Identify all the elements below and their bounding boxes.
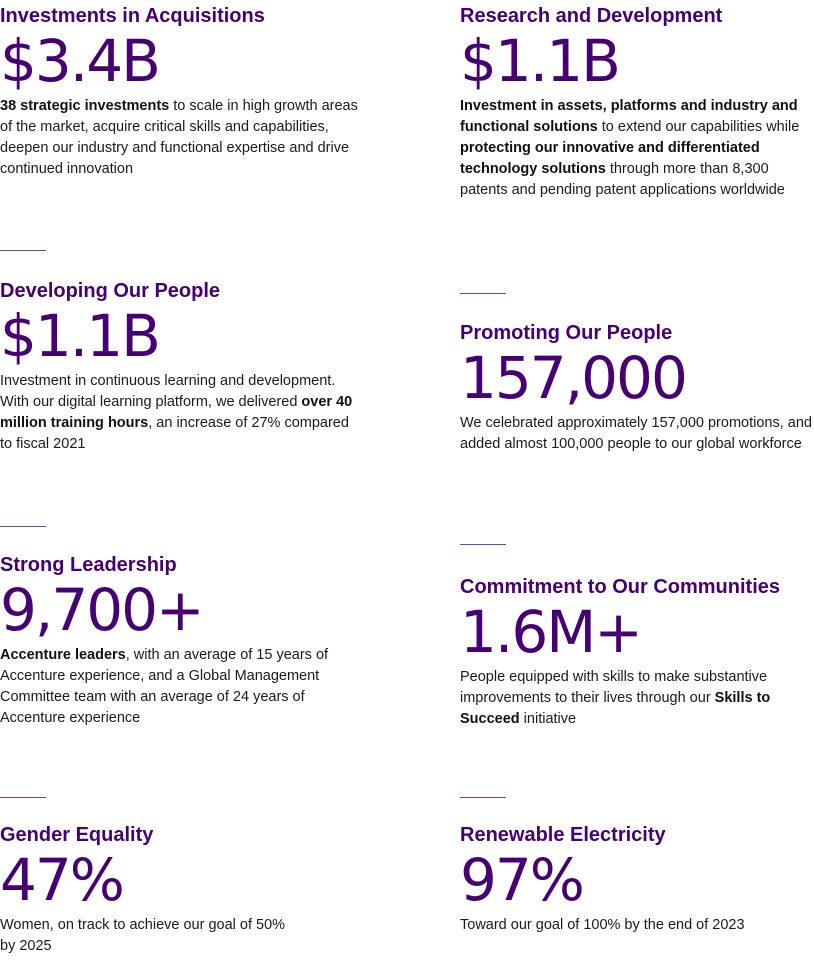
metric-heading: Commitment to Our Communities xyxy=(460,576,781,598)
section-divider xyxy=(0,526,46,527)
metric-value: $3.4B xyxy=(0,27,159,95)
section-divider xyxy=(460,293,506,294)
metric-description: Accenture leaders, with an average of 15 years of Accenture experience, and a Global Management Committee team with an average of 24 years of Accenture experience xyxy=(0,647,329,726)
metric-heading: Developing Our People xyxy=(0,280,221,302)
metric-heading: Gender Equality xyxy=(0,824,154,846)
metric-description: Investment in continuous learning and development. With our digital learning platform, we delivered over 40 million training hours, an increase of 27% compared to fiscal 2021 xyxy=(0,373,353,452)
metric-description: Toward our goal of 100% by the end of 2023 xyxy=(460,917,745,933)
metric-promoting-people xyxy=(460,321,814,455)
metric-value: 1.6M+ xyxy=(460,598,641,666)
section-divider xyxy=(0,250,46,251)
metric-value: $1.1B xyxy=(0,302,159,370)
metric-heading: Renewable Electricity xyxy=(460,824,666,846)
metric-description: Women, on track to achieve our goal of 50% by 2025 xyxy=(0,917,286,954)
metric-value: 97% xyxy=(460,846,583,914)
metric-heading: Research and Development xyxy=(460,5,723,27)
metric-gender-equality xyxy=(0,823,360,957)
metric-description: We celebrated approximately 157,000 promotions, and added almost 100,000 people to our global workforce xyxy=(460,415,812,452)
section-divider xyxy=(460,797,506,798)
metric-value: $1.1B xyxy=(460,27,619,95)
metric-heading: Promoting Our People xyxy=(460,322,673,344)
section-divider xyxy=(0,797,46,798)
metric-research-development xyxy=(460,4,814,201)
metric-description: People equipped with skills to make substantive improvements to their lives through our Skills to Succeed initiative xyxy=(460,669,771,727)
metric-leadership xyxy=(0,553,360,729)
metric-value: 157,000 xyxy=(460,344,686,412)
metric-developing-people xyxy=(0,279,360,455)
metric-heading: Investments in Acquisitions xyxy=(0,5,265,27)
metric-value: 9,700+ xyxy=(0,576,203,644)
metric-renewable-electricity xyxy=(460,823,814,936)
metric-value: 47% xyxy=(0,846,123,914)
section-divider xyxy=(460,544,506,545)
metric-description: 38 strategic investments to scale in high growth areas of the market, acquire critical skills and capabilities, deepen our industry and functional expertise and drive continued innovation xyxy=(0,98,358,177)
metric-heading: Strong Leadership xyxy=(0,554,177,576)
metric-acquisitions xyxy=(0,4,360,180)
metric-description: Investment in assets, platforms and industry and functional solutions to extend our capabilities while protecting our innovative and differentiated technology solutions through more than 8,300 patents and pending patent applications worldwide xyxy=(460,98,800,198)
metric-communities xyxy=(460,575,814,730)
